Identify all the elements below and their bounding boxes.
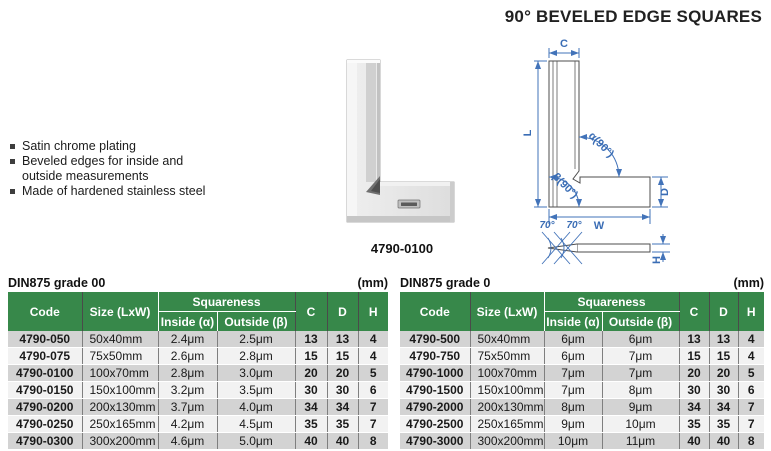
technical-diagram [498,38,771,272]
table-cell: 35 [679,416,709,433]
table-cell: 30 [709,382,738,399]
table-cell: 20 [709,365,738,382]
col-header-outside: Outside (β) [217,312,295,332]
table-cell: 10μm [544,433,602,450]
table-cell: 6 [738,382,764,399]
table-cell: 50x40mm [82,331,158,348]
blade-edge [377,60,380,182]
table-cell: 15 [709,348,738,365]
table-cell: 300x200mm [470,433,544,450]
col-header-code: Code [8,292,82,331]
table-body [400,331,764,450]
table-cell: 7 [738,416,764,433]
table-cell: 7μm [602,365,679,382]
table-cell: 35 [709,416,738,433]
table-row [8,348,388,365]
product-photo-graphic [342,56,462,232]
col-header-h: H [358,292,388,331]
table-cell: 3.5μm [217,382,295,399]
table-cell: 4790-0250 [8,416,82,433]
dim-label-l: L [522,129,534,137]
table-cell: 20 [295,365,327,382]
table-cell: 3.0μm [217,365,295,382]
table-cell: 4790-750 [400,348,470,365]
table-cell: 4 [738,348,764,365]
table-cell: 6μm [602,331,679,348]
table-cell: 4790-0150 [8,382,82,399]
beam-end-face [450,182,454,222]
col-header-size: Size (LxW) [470,292,544,331]
table-cell: 35 [327,416,358,433]
col-header-c: C [679,292,709,331]
table-cell: 4790-2500 [400,416,470,433]
brand-plaque-mark [401,203,417,207]
feature-text: Beveled edges for inside and outside measurements [22,154,184,183]
blade-shade [366,60,376,182]
table-cell: 34 [327,399,358,416]
feature-text: Satin chrome plating [22,139,136,153]
table-cell: 9μm [602,399,679,416]
table-cell: 35 [295,416,327,433]
feature-item [10,139,210,154]
table-cell: 13 [327,331,358,348]
blade-highlight [347,60,357,222]
table-row [8,331,388,348]
dim-label-h: H [651,256,663,264]
table-cell: 40 [327,433,358,450]
table-cell: 75x50mm [82,348,158,365]
dim-label-d: D [659,188,671,196]
table-cell: 8 [738,433,764,450]
table-cell: 3.2μm [158,382,217,399]
table-cell: 250x165mm [470,416,544,433]
table-cell: 40 [679,433,709,450]
dim-label-w: W [593,220,605,232]
angle-label-right: 70° [566,220,582,231]
col-header-squareness: Squareness [158,292,295,312]
table-cell: 3.7μm [158,399,217,416]
table-cell: 150x100mm [82,382,158,399]
table-cell: 11μm [602,433,679,450]
table-row [8,365,388,382]
table-cell: 5 [358,365,388,382]
table-cell: 7μm [544,382,602,399]
table-cell: 4790-2000 [400,399,470,416]
table-cell: 4790-0100 [8,365,82,382]
table-unit: (mm) [357,276,388,290]
table-cell: 4 [738,331,764,348]
table-row [400,433,764,450]
table-cell: 4790-3000 [400,433,470,450]
beam-bottom-shade [347,216,454,222]
table-cell: 4 [358,348,388,365]
col-header-c: C [295,292,327,331]
col-header-h: H [738,292,764,331]
table-cell: 7 [738,399,764,416]
table-row [8,399,388,416]
table-cell: 9μm [544,416,602,433]
table-cell: 4.0μm [217,399,295,416]
table-cell: 7 [358,416,388,433]
table-cell: 4790-075 [8,348,82,365]
angle-label-left: 70° [539,220,555,231]
table-grade0 [400,276,764,450]
table-cell: 4 [358,331,388,348]
table-cell: 6 [358,382,388,399]
bullet-icon [10,189,15,194]
table-cell: 8μm [602,382,679,399]
table-cell: 20 [679,365,709,382]
table-cell: 8μm [544,399,602,416]
product-photo [342,56,462,256]
table-cell: 4790-050 [8,331,82,348]
table-cell: 40 [295,433,327,450]
product-code-caption: 4790-0100 [370,241,434,256]
table-cell: 7μm [544,365,602,382]
bullet-icon [10,159,15,164]
table-row [8,382,388,399]
table-cell: 6μm [544,348,602,365]
table-cell: 4.2μm [158,416,217,433]
table-cell: 15 [679,348,709,365]
table-cell: 4790-500 [400,331,470,348]
table-cell: 2.6μm [158,348,217,365]
table-cell: 34 [295,399,327,416]
table-cell: 30 [327,382,358,399]
dim-label-beta: β(90°) [549,170,581,202]
table-cell: 15 [295,348,327,365]
table-cell: 4790-0200 [8,399,82,416]
table-cell: 4790-0300 [8,433,82,450]
table-cell: 4.5μm [217,416,295,433]
table-cell: 200x130mm [470,399,544,416]
col-header-size: Size (LxW) [82,292,158,331]
col-header-squareness: Squareness [544,292,679,312]
table-cell: 100x70mm [470,365,544,382]
diagram-graphic [498,38,771,272]
table-cell: 250x165mm [82,416,158,433]
table-row [400,365,764,382]
col-header-code: Code [400,292,470,331]
table-row [8,416,388,433]
page-title: 90° BEVELED EDGE SQUARES [504,7,762,26]
table-cell: 15 [327,348,358,365]
table-cell: 40 [709,433,738,450]
table-cell: 6μm [544,331,602,348]
table-cell: 4.6μm [158,433,217,450]
table-cell: 10μm [602,416,679,433]
square-body [347,60,454,222]
section-tip [548,244,577,252]
table-cell: 5.0μm [217,433,295,450]
table-grade00 [8,276,388,450]
table-row [400,382,764,399]
col-header-outside: Outside (β) [602,312,679,332]
blade-top-face [347,60,380,63]
table-row [400,348,764,365]
table-cell: 4790-1500 [400,382,470,399]
table-body [8,331,388,450]
feature-item [10,154,210,184]
table-cell: 34 [709,399,738,416]
bullet-icon [10,144,15,149]
spec-table [8,292,388,450]
feature-list [10,139,210,199]
beam-top-face [380,182,454,186]
table-row [400,399,764,416]
table-cell: 50x40mm [470,331,544,348]
table-cell: 150x100mm [470,382,544,399]
table-row [400,331,764,348]
table-cell: 13 [295,331,327,348]
table-row [400,416,764,433]
table-title: DIN875 grade 00 [8,276,106,290]
table-cell: 7μm [602,348,679,365]
table-cell: 2.8μm [217,348,295,365]
table-cell: 20 [327,365,358,382]
table-cell: 34 [679,399,709,416]
table-cell: 2.5μm [217,331,295,348]
feature-item [10,184,210,199]
table-cell: 300x200mm [82,433,158,450]
col-header-inside: Inside (α) [158,312,217,332]
table-cell: 13 [709,331,738,348]
dim-label-c: C [560,38,568,50]
table-cell: 75x50mm [470,348,544,365]
table-cell: 2.8μm [158,365,217,382]
table-title: DIN875 grade 0 [400,276,491,290]
spec-table [400,292,764,450]
table-cell: 4790-1000 [400,365,470,382]
table-cell: 5 [738,365,764,382]
table-cell: 100x70mm [82,365,158,382]
table-cell: 2.4μm [158,331,217,348]
table-cell: 200x130mm [82,399,158,416]
col-header-inside: Inside (α) [544,312,602,332]
col-header-d: D [327,292,358,331]
table-row [8,433,388,450]
feature-text: Made of hardened stainless steel [22,184,206,198]
table-cell: 7 [358,399,388,416]
dim-label-alpha: α(90°) [585,129,617,161]
table-cell: 8 [358,433,388,450]
section-bar [577,244,650,252]
table-cell: 30 [295,382,327,399]
table-cell: 30 [679,382,709,399]
table-unit: (mm) [733,276,764,290]
col-header-d: D [709,292,738,331]
table-cell: 13 [679,331,709,348]
